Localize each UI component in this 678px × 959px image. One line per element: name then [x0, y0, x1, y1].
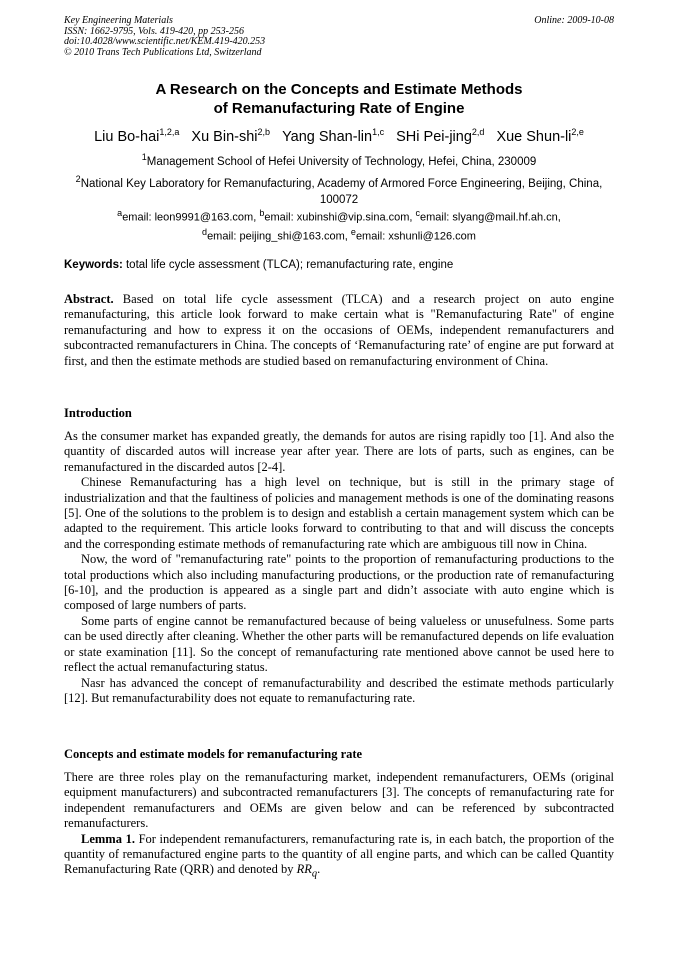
author: Liu Bo-hai$^{1,2,a}$ — [94, 127, 180, 145]
concepts-body — [64, 770, 614, 882]
journal-name: Key Engineering Materials — [64, 15, 173, 26]
journal-header — [64, 16, 614, 58]
paragraph: Now, the word of "remanufacturing rate" points to the proportion of remanufacturing productions to the total productions which also including manufacturing productions, or the production rate of remanufacturing [6-10], and the production is appeared as a single part and didn’t associate with auto engine which is composed of large numbers of parts. — [64, 552, 614, 613]
author-emails: $^a$email: leon9991@163.com, $^b$email: xubinshi@vip.sina.com, $^c$email: slyang@mail.hf.ah.cn, $^d$email: peijing_shi@163.com, $^e$email: xshunli@126.com — [117, 208, 561, 243]
online-date: Online: 2009-10-08 — [534, 15, 614, 26]
abstract-label: Abstract. — [64, 292, 114, 306]
paragraph: Nasr has advanced the concept of remanufacturability and described the estimate methods particularly [12]. But remanufacturability does not equate to remanufacturing rate. — [64, 675, 614, 705]
author: SHi Pei-jing$^{2,d}$ — [396, 127, 485, 145]
issn-line: ISSN: 1662-9795, Vols. 419-420, pp 253-256 — [64, 25, 244, 37]
lemma-1: Lemma 1. For independent remanufacturers, remanufacturing rate is, in each batch, the proportion of the quantity of remanufactured engine parts to the quantity of all engine parts, and which can be called Quantity Remanufacturing Rate (QRR) and denoted by $RR_q$. — [64, 831, 614, 880]
rrq-symbol: $RR_q$ — [296, 862, 318, 880]
author: Xue Shun-li$^{2,e}$ — [496, 127, 584, 145]
author-list — [0, 123, 678, 146]
abstract-text: Based on total life cycle assessment (TLCA) and a research project on auto engine remanufacturing, this article look forward to make certain what is "Remanufacturing Rate" of engine remanufacturing and how to express it on the occasions of OEMs, independent remanufacturers and subcontracted remanufacturers in China. The concepts of ‘Remanufacturing rate’ of engine are put forward at first, and then the estimate methods are studied based on remanufacturing environment of China. — [64, 292, 614, 368]
affiliation-1: $^1$Management School of Hefei University of Technology, Hefei, China, 230009 — [141, 152, 537, 168]
paper-title — [0, 81, 678, 118]
doi-line: doi:10.4028/www.scientific.net/KEM.419-420.253 — [64, 36, 266, 47]
paragraph: As the consumer market has expanded greatly, the demands for autos are rising rapidly too [1]. And also the quantity of discarded autos will increase year after year. There are lots of parts, such as engines, can be remanufactured in the discarded autos [2-4]. — [64, 429, 614, 474]
author: Yang Shan-lin$^{1,c}$ — [282, 127, 385, 145]
affiliation-2: $^2$National Key Laboratory for Remanufacturing, Academy of Armored Force Engineering, Beijing, China, 100072 — [75, 174, 603, 206]
paragraph: There are three roles play on the remanufacturing market, independent remanufacturers, OEMs (original equipment manufacturers) and subcontracted remanufacturers [3]. The concepts of remanufacturing rate for independent remanufacturers and OEMs are given below and can be referenced by subcontracted remanufacturers. — [64, 770, 614, 831]
title-line-1: A Research on the Concepts and Estimate Methods — [155, 81, 523, 98]
keywords-label: Keywords: — [64, 259, 123, 271]
section-heading-introduction: Introduction — [64, 406, 132, 420]
author: Xu Bin-shi$^{2,b}$ — [191, 127, 271, 145]
abstract — [64, 292, 614, 369]
paragraph: Some parts of engine cannot be remanufactured because of being valueless or unusefulness. Some parts can be used directly after cleaning. Whether the other parts will be remanufactured depends on life evaluation or state examination [11]. So the concept of remanufacturing rate mentioned above cannot be used here to reflect the actual remanufacturing status. — [64, 613, 614, 675]
introduction-body — [64, 429, 614, 706]
keywords — [64, 258, 614, 272]
section-heading-concepts: Concepts and estimate models for remanufacturing rate — [64, 747, 363, 761]
keywords-text: total life cycle assessment (TLCA); remanufacturing rate, engine — [122, 259, 454, 271]
paragraph: Chinese Remanufacturing has a high level on technique, but is still in the primary stage of industrialization and that the faultiness of policies and management methods is one of the dominating reasons [5]. One of the solutions to the problem is to design and establish a certain management system which can be adapted to the requirement. This article looks forward to contributing to that and will discuss the concepts and the corresponding estimate methods of remanufacturing rate which are ambiguous till now in China. — [64, 475, 614, 551]
title-line-2: of Remanufacturing Rate of Engine — [213, 99, 465, 117]
copyright-line: © 2010 Trans Tech Publications Ltd, Switzerland — [64, 46, 262, 58]
lemma-label: Lemma 1. — [81, 831, 135, 846]
